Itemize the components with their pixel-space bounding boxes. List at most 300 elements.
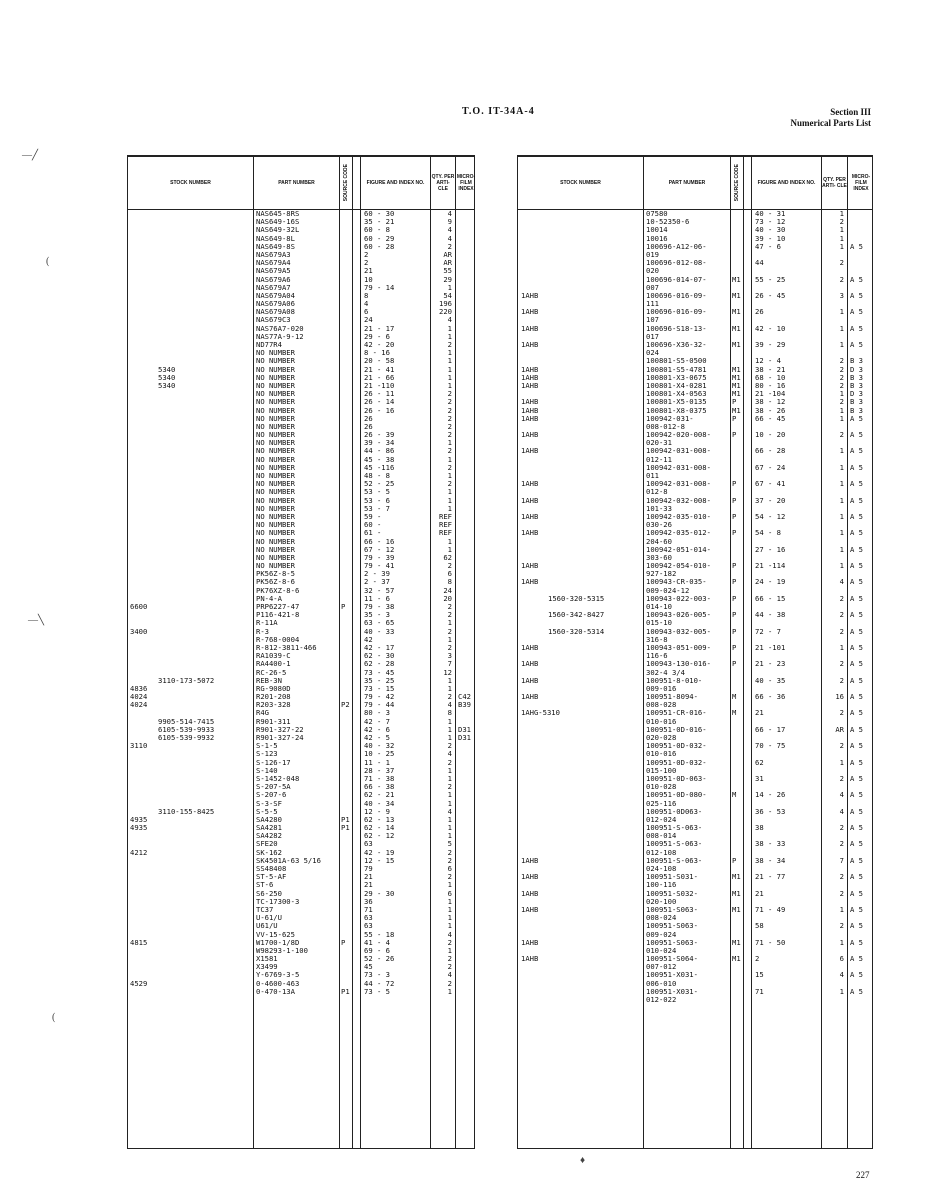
cell-part-number: S-5-5 bbox=[256, 806, 278, 816]
cell-part-number: 100942-031- bbox=[646, 413, 694, 423]
cell-part-number: R203-328 bbox=[256, 700, 291, 710]
cell-qty: AR bbox=[443, 249, 452, 259]
section-label: Section III bbox=[830, 107, 871, 117]
cell-figure-index: 62 - 13 bbox=[364, 814, 395, 824]
cell-figure-index: 73 - 15 bbox=[364, 683, 395, 693]
rows-right bbox=[518, 210, 872, 1004]
cell-part-number: ST-6 bbox=[256, 880, 274, 890]
cell-part-number: NO NUMBER bbox=[256, 446, 295, 456]
cell-microfilm-index: A 5 bbox=[850, 495, 863, 505]
cell-part-number: S-1452-048 bbox=[256, 773, 300, 783]
cell-figure-index: 36 - 53 bbox=[755, 806, 786, 816]
cell-part-number: 006-010 bbox=[646, 978, 677, 988]
table-row bbox=[518, 955, 872, 963]
cell-qty: 6 bbox=[447, 888, 452, 898]
cell-qty: 1 bbox=[447, 454, 452, 464]
table-row bbox=[128, 415, 474, 423]
cell-microfilm-index: A 5 bbox=[850, 323, 863, 333]
cell-figure-index: 29 - 30 bbox=[364, 888, 395, 898]
cell-part-number: 100951-0D-032- bbox=[646, 741, 707, 751]
cell-part-number: 100951-X031- bbox=[646, 970, 698, 980]
table-row bbox=[128, 652, 474, 660]
cell-part-number: NO NUMBER bbox=[256, 397, 295, 407]
cell-qty: 2 bbox=[839, 741, 844, 751]
table-row bbox=[518, 857, 872, 865]
cell-stock-number: 6105-539-9932 bbox=[158, 733, 215, 742]
cell-source-code: M1 bbox=[732, 405, 741, 415]
cell-qty: 1 bbox=[447, 348, 452, 358]
cell-qty: 4 bbox=[447, 225, 452, 235]
cell-qty: 2 bbox=[447, 413, 452, 423]
cell-part-number: X1581 bbox=[256, 954, 278, 964]
cell-figure-index: 39 - 10 bbox=[755, 233, 786, 243]
cell-qty: 1 bbox=[839, 544, 844, 554]
cell-microfilm-index: A 5 bbox=[850, 921, 863, 931]
cell-source-code: P bbox=[341, 602, 346, 611]
cell-microfilm-index: A 5 bbox=[850, 274, 863, 284]
cell-figure-index: 54 - 12 bbox=[755, 511, 786, 521]
cell-qty: 1 bbox=[447, 544, 452, 554]
cell-part-number: 012-11 bbox=[646, 454, 672, 464]
cell-part-number: NO NUMBER bbox=[256, 495, 295, 505]
cell-qty: 1 bbox=[839, 986, 844, 996]
cell-microfilm-index: A 5 bbox=[850, 659, 863, 669]
cell-figure-index: 26 - 39 bbox=[364, 430, 395, 440]
cell-figure-index: 26 bbox=[364, 421, 373, 431]
table-row bbox=[128, 963, 474, 971]
cell-part-number: TC-17300-3 bbox=[256, 896, 300, 906]
cell-qty: 2 bbox=[447, 872, 452, 882]
cell-part-number: 100951-S064- bbox=[646, 954, 698, 964]
cell-part-number: NAS679A06 bbox=[256, 299, 295, 309]
table-row bbox=[518, 996, 872, 1004]
cell-part-number: NAS679A7 bbox=[256, 282, 291, 292]
table-row bbox=[518, 873, 872, 881]
table-row bbox=[518, 660, 872, 668]
cell-part-number: W1700-1/8D bbox=[256, 937, 300, 947]
table-row bbox=[128, 382, 474, 390]
cell-qty: 1 bbox=[447, 503, 452, 513]
cell-figure-index: 2 - 37 bbox=[364, 577, 390, 587]
cell-figure-index: 59 - bbox=[364, 511, 382, 521]
cell-part-number: 025-116 bbox=[646, 798, 677, 808]
cell-microfilm-index: B 3 bbox=[850, 405, 863, 415]
cell-stock-number: 1560-342-8427 bbox=[548, 610, 605, 620]
cell-part-number: 100942-035-010- bbox=[646, 511, 711, 521]
cell-source-code: P1 bbox=[341, 823, 350, 833]
cell-stock-number: 1560-320-5315 bbox=[548, 593, 605, 603]
cell-qty: 16 bbox=[835, 692, 844, 702]
cell-part-number: SA4281 bbox=[256, 823, 282, 833]
table-row bbox=[128, 898, 474, 906]
table-row bbox=[128, 374, 474, 382]
cell-stock-number: 4024 bbox=[130, 700, 148, 710]
cell-part-number: S-123 bbox=[256, 749, 278, 759]
cell-microfilm-index: A 5 bbox=[850, 577, 863, 587]
cell-figure-index: 38 - 33 bbox=[755, 839, 786, 849]
cell-qty: 4 bbox=[447, 315, 452, 325]
table-row bbox=[128, 971, 474, 979]
cell-figure-index: 35 - 25 bbox=[364, 675, 395, 685]
cell-part-number: 107 bbox=[646, 315, 659, 325]
cell-stock-number: 4529 bbox=[130, 978, 148, 988]
cell-microfilm-index: A 5 bbox=[850, 610, 863, 620]
cell-part-number: 100951-0D-080- bbox=[646, 790, 707, 800]
cell-part-number: SFE20 bbox=[256, 839, 278, 849]
cell-figure-index: 48 - 8 bbox=[364, 471, 390, 480]
table-row bbox=[128, 423, 474, 431]
cell-stock-number: 6600 bbox=[130, 602, 148, 611]
table-row bbox=[128, 816, 474, 824]
cell-source-code: P bbox=[732, 413, 737, 423]
cell-part-number: 0-4600-463 bbox=[256, 978, 300, 988]
cell-qty: 2 bbox=[447, 855, 452, 865]
cell-figure-index: 45 -116 bbox=[364, 462, 395, 472]
cell-part-number: 100696-X36-32- bbox=[646, 340, 707, 349]
cell-qty: 1 bbox=[839, 233, 844, 243]
table-row bbox=[128, 341, 474, 349]
col-header-source-code: SOURCE CODE bbox=[734, 164, 740, 202]
cell-part-number: SK4501A-63 5/16 bbox=[256, 855, 321, 865]
cell-qty: 1 bbox=[447, 438, 452, 448]
cell-microfilm-index: A 5 bbox=[850, 773, 863, 783]
cell-figure-index: 63 - 65 bbox=[364, 618, 395, 628]
cell-figure-index: 15 bbox=[755, 970, 764, 980]
cell-part-number: 100801-X4-0281 bbox=[646, 380, 707, 390]
cell-figure-index: 71 - 49 bbox=[755, 904, 786, 914]
cell-part-number: NAS649-16S bbox=[256, 217, 300, 227]
cell-part-number: 100942-031-008- bbox=[646, 479, 711, 489]
cell-part-number: NO NUMBER bbox=[256, 487, 295, 497]
cell-figure-index: 21 bbox=[755, 708, 764, 718]
cell-figure-index: 21 - 66 bbox=[364, 372, 395, 382]
cell-part-number: 100942-051-014- bbox=[646, 544, 711, 554]
cell-part-number: 100951-S031- bbox=[646, 872, 698, 882]
table-row bbox=[128, 538, 474, 546]
cell-qty: 1 bbox=[447, 790, 452, 800]
cell-figure-index: 42 - 17 bbox=[364, 642, 395, 652]
cell-part-number: SK-162 bbox=[256, 847, 282, 857]
cell-microfilm-index: A 5 bbox=[850, 806, 863, 816]
cell-figure-index: 63 bbox=[364, 921, 373, 931]
cell-stock-number: 1AHB bbox=[521, 364, 539, 374]
cell-figure-index: 66 - 36 bbox=[755, 692, 786, 702]
cell-source-code: M1 bbox=[732, 323, 741, 333]
cell-part-number: 100942-031-008- bbox=[646, 446, 711, 456]
cell-source-code: M1 bbox=[732, 380, 741, 390]
cell-figure-index: 2 bbox=[755, 954, 760, 964]
cell-qty: 1 bbox=[447, 380, 452, 390]
cell-stock-number: 1AHB bbox=[521, 495, 539, 505]
cell-qty: 1 bbox=[447, 733, 452, 742]
cell-stock-number: 4836 bbox=[130, 683, 148, 693]
cell-figure-index: 8 bbox=[364, 290, 369, 300]
cell-part-number: 100943-051-009- bbox=[646, 642, 711, 652]
cell-qty: 6 bbox=[447, 864, 452, 873]
cell-qty: 1 bbox=[447, 814, 452, 824]
table-row bbox=[128, 914, 474, 922]
cell-qty: 1 bbox=[839, 479, 844, 489]
cell-part-number: NO NUMBER bbox=[256, 511, 295, 521]
cell-figure-index: 58 bbox=[755, 921, 764, 931]
cell-part-number: 100951-8-010- bbox=[646, 675, 703, 685]
cell-figure-index: 71 bbox=[755, 986, 764, 996]
cell-qty: 2 bbox=[447, 430, 452, 440]
cell-part-number: 100951-S-063- bbox=[646, 839, 703, 849]
cell-part-number: NAS679A04 bbox=[256, 290, 295, 300]
table-row bbox=[518, 971, 872, 979]
cell-part-number: RA4400-1 bbox=[256, 659, 291, 669]
cell-part-number: 100943-CR-035- bbox=[646, 577, 707, 587]
table-row bbox=[128, 750, 474, 758]
cell-figure-index: 66 - 28 bbox=[755, 446, 786, 456]
cell-part-number: NO NUMBER bbox=[256, 413, 295, 423]
cell-qty: 2 bbox=[447, 626, 452, 636]
cell-figure-index: 67 - 12 bbox=[364, 544, 395, 554]
cell-part-number: NAS679A3 bbox=[256, 249, 291, 259]
cell-figure-index: 60 - 8 bbox=[364, 225, 390, 235]
cell-qty: 2 bbox=[447, 421, 452, 431]
table-row bbox=[128, 300, 474, 308]
cell-stock-number: 1AHB bbox=[521, 561, 539, 571]
cell-part-number: 009-016 bbox=[646, 683, 677, 693]
cell-stock-number: 3110-155-8425 bbox=[158, 806, 215, 816]
cell-part-number: R-812-3811-466 bbox=[256, 642, 317, 652]
cell-qty: 2 bbox=[839, 773, 844, 783]
table-row bbox=[128, 660, 474, 668]
cell-qty: 1 bbox=[447, 618, 452, 628]
table-row bbox=[128, 603, 474, 611]
cell-microfilm-index: A 5 bbox=[850, 626, 863, 636]
cell-microfilm-index: A 5 bbox=[850, 986, 863, 996]
cell-part-number: 100951-0D-032- bbox=[646, 757, 707, 767]
cell-figure-index: 73 - 3 bbox=[364, 970, 390, 980]
table-row bbox=[518, 529, 872, 537]
cell-qty: 1 bbox=[839, 462, 844, 472]
cell-stock-number: 1AHG-5310 bbox=[521, 708, 560, 718]
table-row bbox=[518, 578, 872, 586]
cell-stock-number: 1AHB bbox=[521, 675, 539, 685]
cell-qty: 2 bbox=[839, 430, 844, 440]
cell-stock-number: 1AHB bbox=[521, 405, 539, 415]
cell-qty: 1 bbox=[447, 683, 452, 693]
cell-qty: 2 bbox=[839, 659, 844, 669]
table-row bbox=[518, 726, 872, 734]
cell-qty: 1 bbox=[447, 913, 452, 923]
cell-figure-index: 21 bbox=[364, 872, 373, 882]
cell-stock-number: 1AHB bbox=[521, 307, 539, 317]
cell-source-code: M bbox=[732, 708, 737, 718]
cell-part-number: W98293-1-100 bbox=[256, 945, 308, 955]
table-row bbox=[128, 431, 474, 439]
cell-source-code: M1 bbox=[732, 872, 741, 882]
cell-qty: 2 bbox=[839, 823, 844, 833]
table-row bbox=[128, 865, 474, 873]
cell-qty: 2 bbox=[447, 446, 452, 456]
cell-qty: 2 bbox=[447, 479, 452, 489]
cell-figure-index: 44 - 72 bbox=[364, 978, 395, 988]
col-header-microfilm: MICRO- FILM INDEX bbox=[456, 174, 476, 192]
cell-figure-index: 79 - 42 bbox=[364, 692, 395, 702]
cell-part-number: 024-108 bbox=[646, 864, 677, 873]
table-row bbox=[518, 595, 872, 603]
cell-microfilm-index: D31 bbox=[458, 724, 471, 734]
cell-microfilm-index: B39 bbox=[458, 700, 471, 710]
cell-qty: 2 bbox=[839, 274, 844, 284]
table-row bbox=[518, 431, 872, 439]
cell-qty: 1 bbox=[447, 282, 452, 292]
cell-qty: 220 bbox=[439, 307, 452, 317]
cell-qty: 4 bbox=[839, 970, 844, 980]
cell-source-code: P bbox=[341, 937, 346, 947]
section-title: Numerical Parts List bbox=[790, 118, 871, 128]
cell-source-code: M1 bbox=[732, 364, 741, 374]
cell-qty: 1 bbox=[447, 487, 452, 497]
cell-part-number: RG-9080D bbox=[256, 683, 291, 693]
col-header-part-number: PART NUMBER bbox=[668, 180, 706, 186]
cell-qty: 1 bbox=[839, 225, 844, 235]
table-row bbox=[518, 210, 872, 218]
cell-microfilm-index: C42 bbox=[458, 692, 471, 702]
table-row bbox=[128, 775, 474, 783]
cell-figure-index: 24 bbox=[364, 315, 373, 325]
cell-part-number: P116-421-8 bbox=[256, 610, 300, 620]
table-row bbox=[128, 439, 474, 447]
cell-qty: 1 bbox=[447, 634, 452, 644]
cell-source-code: M1 bbox=[732, 954, 741, 964]
cell-microfilm-index: A 5 bbox=[850, 528, 863, 538]
section-header bbox=[791, 107, 871, 129]
table-row bbox=[128, 619, 474, 627]
cell-qty: 4 bbox=[447, 749, 452, 759]
cell-part-number: NO NUMBER bbox=[256, 536, 295, 546]
cell-stock-number: 3400 bbox=[130, 626, 148, 636]
cell-qty: 1 bbox=[447, 945, 452, 955]
cell-figure-index: 42 - 19 bbox=[364, 847, 395, 857]
cell-figure-index: 37 - 20 bbox=[755, 495, 786, 505]
cell-qty: 2 bbox=[447, 340, 452, 349]
cell-qty: 2 bbox=[839, 372, 844, 382]
cell-part-number: 100801-S5-0500 bbox=[646, 356, 707, 366]
table-row bbox=[128, 587, 474, 595]
cell-part-number: NAS679A4 bbox=[256, 258, 291, 268]
cell-qty: 1 bbox=[839, 757, 844, 767]
cell-qty: 4 bbox=[447, 970, 452, 980]
cell-microfilm-index: A 5 bbox=[850, 904, 863, 914]
cell-part-number: S-207-6 bbox=[256, 790, 287, 800]
cell-figure-index: 20 - 58 bbox=[364, 356, 395, 366]
cell-part-number: NO NUMBER bbox=[256, 528, 295, 538]
cell-part-number: 100801-X8-0375 bbox=[646, 405, 707, 415]
cell-part-number: NO NUMBER bbox=[256, 356, 295, 366]
table-row bbox=[128, 513, 474, 521]
table-row bbox=[518, 464, 872, 472]
cell-qty: 1 bbox=[447, 880, 452, 890]
cell-part-number: SA4280 bbox=[256, 814, 282, 824]
cell-stock-number: 1AHB bbox=[521, 904, 539, 914]
cell-part-number: R901-327-24 bbox=[256, 733, 304, 742]
rows-left bbox=[128, 210, 474, 996]
cell-part-number: REB-3N bbox=[256, 675, 282, 685]
table-row bbox=[128, 947, 474, 955]
cell-figure-index: 10 - 20 bbox=[755, 430, 786, 440]
parts-table-left bbox=[127, 155, 475, 1149]
cell-stock-number: 1AHB bbox=[521, 872, 539, 882]
cell-qty: 1 bbox=[447, 495, 452, 505]
cell-microfilm-index: B 3 bbox=[850, 380, 863, 390]
cell-figure-index: 53 - 7 bbox=[364, 503, 390, 513]
cell-source-code: M1 bbox=[732, 340, 741, 349]
cell-part-number: 100951-0D-063- bbox=[646, 773, 707, 783]
cell-figure-index: 80 - 16 bbox=[755, 380, 786, 390]
cell-qty: 6 bbox=[447, 569, 452, 579]
table-row bbox=[518, 808, 872, 816]
cell-source-code: M1 bbox=[732, 389, 741, 399]
cell-qty: 1 bbox=[447, 986, 452, 996]
cell-figure-index: 60 - 28 bbox=[364, 241, 395, 251]
cell-part-number: 927-182 bbox=[646, 569, 677, 579]
cell-part-number: NAS649-8S bbox=[256, 241, 295, 251]
cell-part-number: NAS649-8L bbox=[256, 233, 295, 243]
document-number: T.O. IT-34A-4 bbox=[462, 106, 535, 117]
cell-stock-number: 1AHB bbox=[521, 372, 539, 382]
table-row bbox=[518, 939, 872, 947]
cell-qty: 2 bbox=[447, 610, 452, 620]
cell-figure-index: 27 - 16 bbox=[755, 544, 786, 554]
cell-qty: 1 bbox=[447, 471, 452, 480]
cell-part-number: 030-26 bbox=[646, 520, 672, 530]
cell-part-number: VV-15-625 bbox=[256, 929, 295, 939]
cell-figure-index: 38 - 12 bbox=[755, 397, 786, 407]
cell-qty: 4 bbox=[447, 929, 452, 939]
cell-part-number: 10014 bbox=[646, 225, 668, 235]
cell-part-number: 009-024-12 bbox=[646, 585, 690, 595]
cell-microfilm-index: A 5 bbox=[850, 340, 863, 349]
table-row bbox=[128, 791, 474, 799]
cell-figure-index: 66 - 45 bbox=[755, 413, 786, 423]
table-row bbox=[128, 742, 474, 750]
table-row bbox=[128, 611, 474, 619]
cell-qty: 2 bbox=[839, 888, 844, 898]
cell-part-number: R-11A bbox=[256, 618, 278, 628]
cell-part-number: 020 bbox=[646, 266, 659, 276]
cell-figure-index: 21 - 41 bbox=[364, 364, 395, 374]
cell-qty: 2 bbox=[839, 708, 844, 718]
cell-qty: 1 bbox=[447, 831, 452, 841]
cell-part-number: 100951-0D063- bbox=[646, 806, 703, 816]
cell-microfilm-index: A 5 bbox=[850, 708, 863, 718]
cell-qty: 2 bbox=[839, 593, 844, 603]
cell-part-number: 012-8 bbox=[646, 487, 668, 497]
cell-part-number: 100801-X4-0563 bbox=[646, 389, 707, 399]
cell-qty: 1 bbox=[447, 724, 452, 734]
cell-part-number: 100942-020-008- bbox=[646, 430, 711, 440]
cell-microfilm-index: B 3 bbox=[850, 372, 863, 382]
cell-microfilm-index: A 5 bbox=[850, 462, 863, 472]
cell-part-number: NO NUMBER bbox=[256, 561, 295, 571]
cell-part-number: RA1039-C bbox=[256, 651, 291, 661]
cell-source-code: M bbox=[732, 692, 737, 702]
cell-part-number: ND77R4 bbox=[256, 340, 282, 349]
table-row bbox=[128, 562, 474, 570]
cell-microfilm-index: A 5 bbox=[850, 544, 863, 554]
table-row bbox=[518, 709, 872, 717]
cell-figure-index: 10 bbox=[364, 274, 373, 284]
cell-source-code: P bbox=[732, 479, 737, 489]
cell-part-number: NO NUMBER bbox=[256, 405, 295, 415]
cell-figure-index: 66 - 16 bbox=[364, 536, 395, 546]
table-row bbox=[518, 742, 872, 750]
